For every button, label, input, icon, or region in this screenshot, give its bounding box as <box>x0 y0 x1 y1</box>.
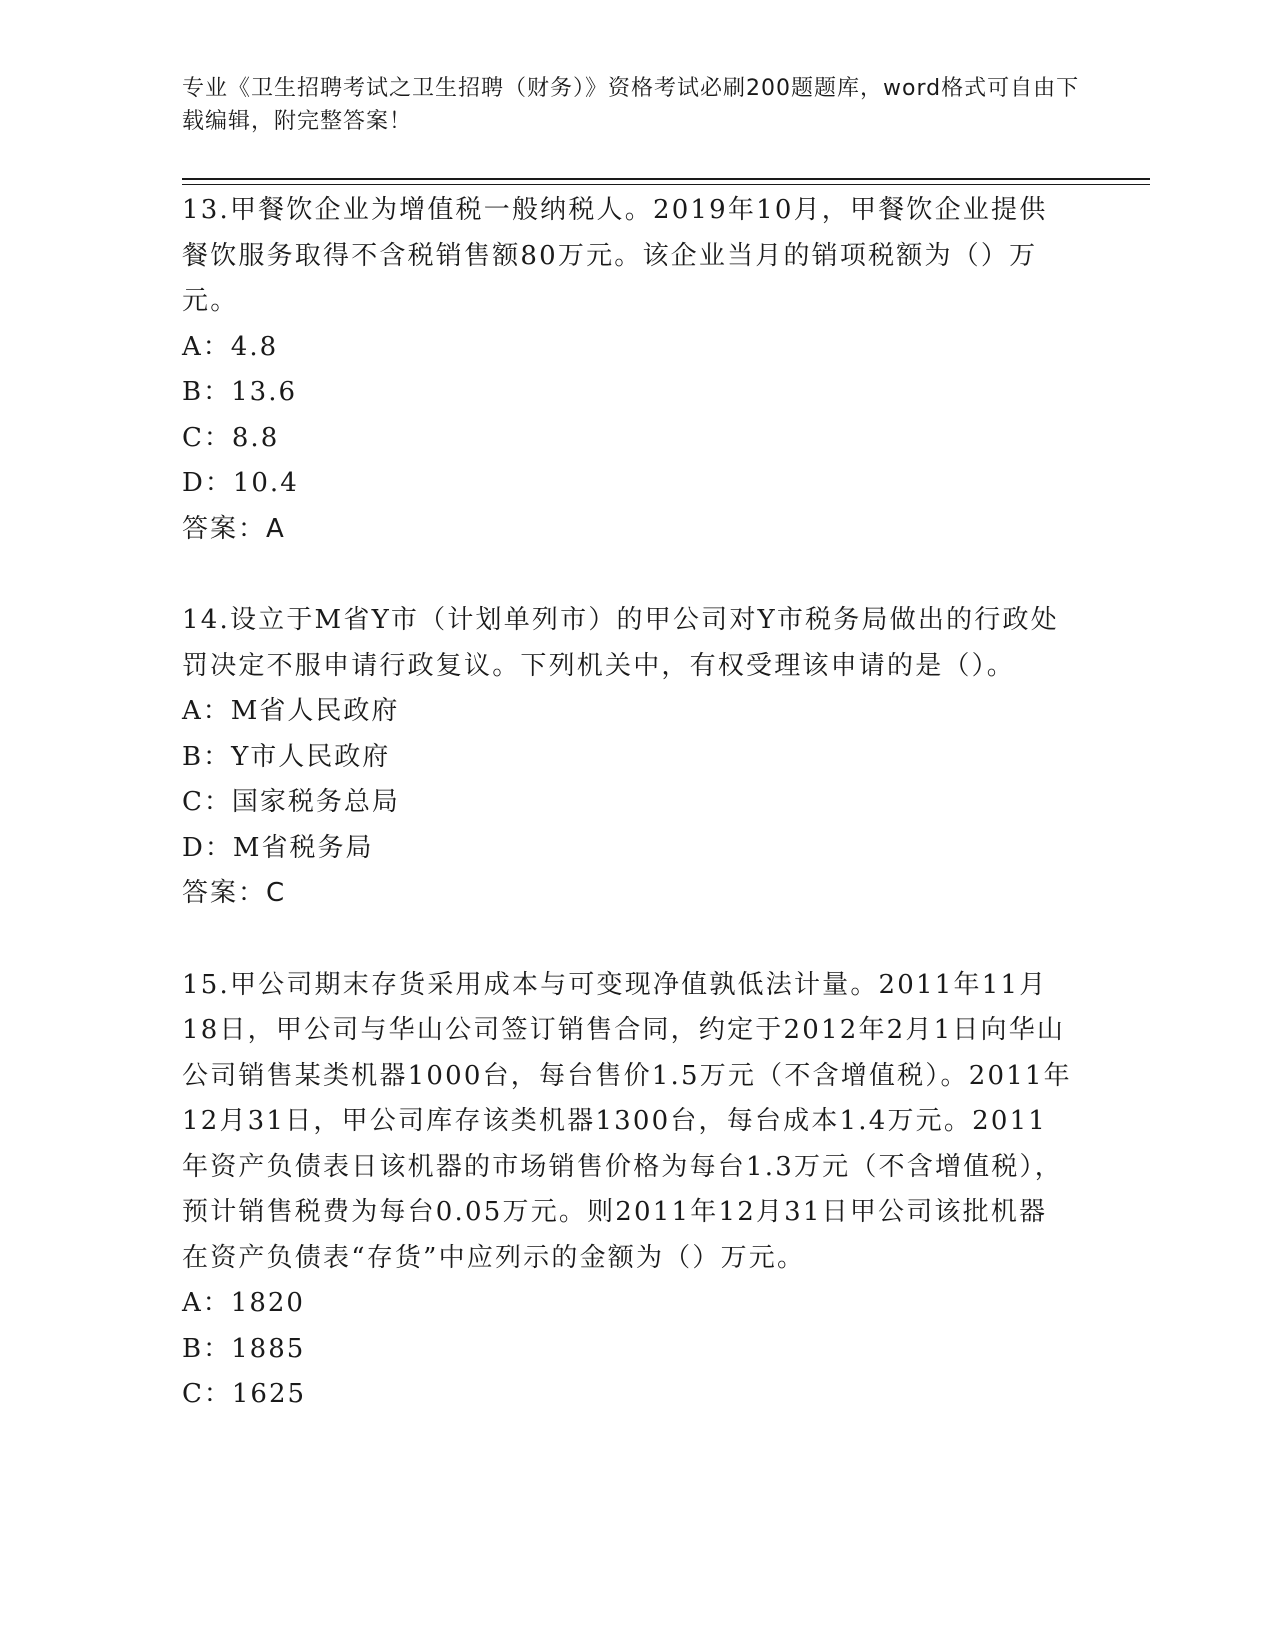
question-14 <box>182 598 1072 917</box>
option-c: C：1625 <box>182 1379 307 1409</box>
option-c: C：国家税务总局 <box>182 787 400 817</box>
option-d: D：10.4 <box>182 468 299 498</box>
question-stem: 15.甲公司期末存货采用成本与可变现净值孰低法计量。2011年11月18日，甲公司与华山公司签订销售合同，约定于2012年2月1日向华山公司销售某类机器1000台，每台售价1.5万元（不含增值税）。2011年12月31日，甲公司库存该类机器1300台，每台成本1.4万元。2011年资产负债表日该机器的市场销售价格为每台1.3万元（不含增值税），预计销售税费为每台0.05万元。则2011年12月31日甲公司该批机器在资产负债表“存货”中应列示的金额为（）万元。 <box>182 969 1072 1273</box>
option-a: A：4.8 <box>182 331 279 362</box>
question-stem: 13.甲餐饮企业为增值税一般纳税人。2019年10月，甲餐饮企业提供餐饮服务取得不含税销售额80万元。该企业当月的销项税额为（）万元。 <box>182 195 1048 316</box>
option-a: A：M省人民政府 <box>182 696 400 726</box>
document-header: 专业《卫生招聘考试之卫生招聘（财务）》资格考试必刷200题题库，word格式可自由下载编辑，附完整答案！ <box>182 76 1080 134</box>
option-b: B：1885 <box>182 1333 306 1364</box>
header-divider-thick <box>182 178 1150 180</box>
option-b: B：Y市人民政府 <box>182 741 391 772</box>
option-b: B：13.6 <box>182 377 297 407</box>
question-stem: 14.设立于M省Y市（计划单列市）的甲公司对Y市税务局做出的行政处罚决定不服申请行政复议。下列机关中，有权受理该申请的是（）。 <box>182 605 1059 681</box>
option-d: D：M省税务局 <box>182 832 374 863</box>
question-list <box>182 188 1072 1464</box>
answer-line: 答案：A <box>182 513 286 544</box>
option-c: C：8.8 <box>182 422 280 453</box>
question-15 <box>182 963 1072 1418</box>
option-a: A：1820 <box>182 1288 305 1318</box>
header-divider-thin <box>182 184 1150 185</box>
answer-line: 答案：C <box>182 878 287 908</box>
question-13 <box>182 188 1072 552</box>
